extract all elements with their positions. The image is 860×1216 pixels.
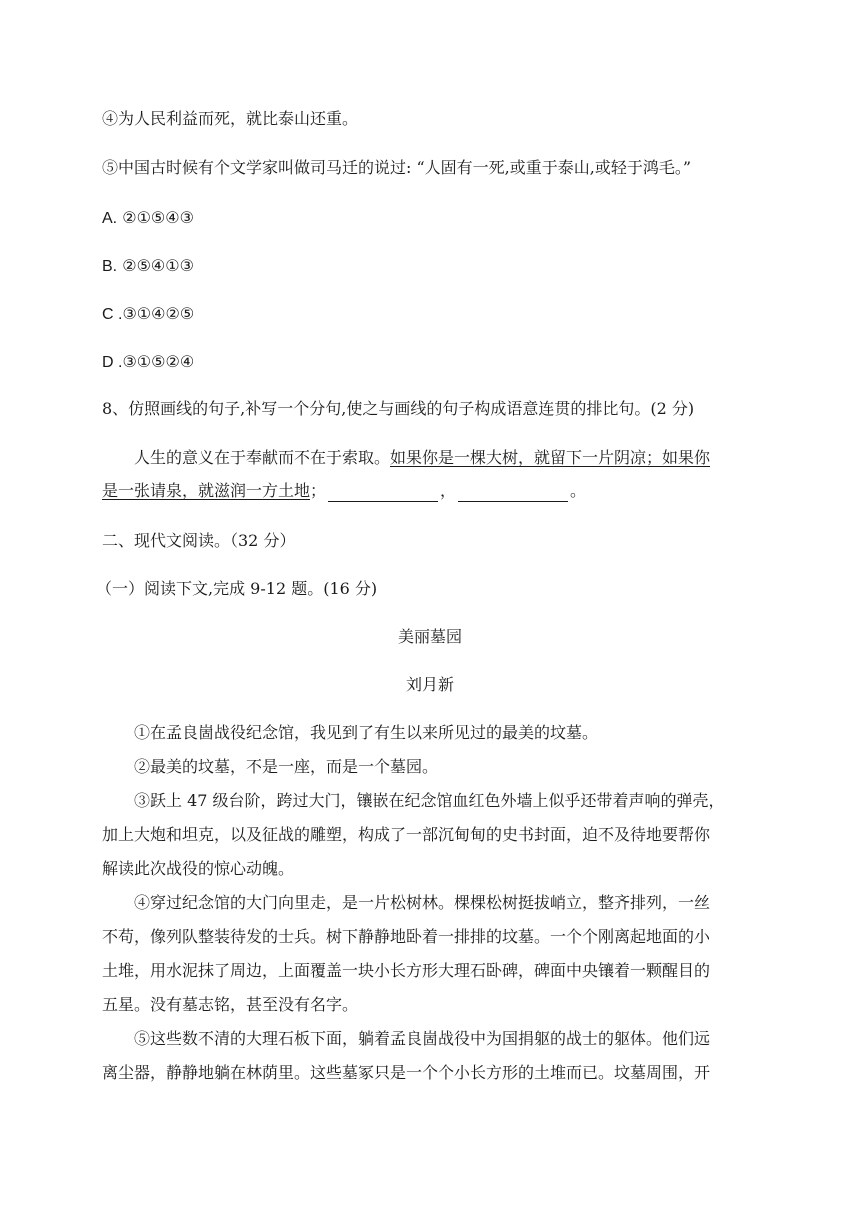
option-d-text: ③①⑤②④ — [122, 352, 195, 371]
article-line: 解读此次战役的惊心动魄。 — [102, 859, 295, 878]
option-b — [102, 255, 194, 278]
q8-prompt: 8、仿照画线的句子,补写一个分句,使之与画线的句子构成语意连贯的排比句。(2 分) — [102, 399, 695, 418]
option-c-text: ③①④②⑤ — [122, 304, 195, 323]
option-b-letter: B. — [102, 258, 118, 275]
answer-blank-1[interactable] — [328, 483, 438, 502]
article-line: ①在孟良崮战役纪念馆，我见到了有生以来所见过的最美的坟墓。 — [134, 723, 599, 742]
option-c-letter: C . — [102, 306, 123, 323]
article-author: 刘月新 — [405, 675, 454, 694]
q8-sep-1: ； — [310, 481, 327, 500]
article-line: 土堆，用水泥抹了周边，上面覆盖一块小长方形大理石卧碑，碑面中央镶着一颗醒目的 — [102, 961, 711, 980]
option-a — [102, 207, 194, 230]
article-line: ④穿过纪念馆的大门向里走，是一片松树林。棵棵松树挺拔峭立，整齐排列，一丝 — [134, 893, 711, 912]
article-line: 不苟，像列队整装待发的士兵。树下静静地卧着一排排的坟墓。一个个刚离起地面的小 — [102, 927, 711, 946]
q8-underlined-1: 如果你是一棵大树，就留下一片阴凉；如果你 — [390, 448, 711, 467]
option-c — [102, 303, 194, 326]
q8-line-1 — [134, 447, 710, 469]
article-line: 加上大炮和坦克，以及征战的雕塑，构成了一部沉甸甸的史书封面，迫不及待地要帮你 — [102, 825, 711, 844]
option-b-text: ②⑤④①③ — [122, 256, 194, 275]
answer-blank-2[interactable] — [458, 483, 568, 502]
option-d — [102, 351, 194, 374]
q8-line-2 — [102, 480, 586, 502]
option-a-text: ②①⑤④③ — [122, 208, 194, 227]
q8-end: 。 — [570, 481, 587, 500]
q7-item-5: ⑤中国古时候有个文学家叫做司马迁的说过: “人固有一死,或重于泰山,或轻于鸿毛。” — [102, 158, 692, 177]
q8-sep-2: ， — [440, 481, 457, 500]
q7-item-4: ④为人民利益而死，就比泰山还重。 — [102, 109, 359, 128]
section-heading: 二、现代文阅读。（32 分） — [102, 531, 296, 550]
section-subheading: （一）阅读下文,完成 9-12 题。(16 分) — [96, 579, 378, 598]
article-line: ⑤这些数不清的大理石板下面，躺着孟良崮战役中为国捐躯的战士的躯体。他们远 — [134, 1029, 711, 1048]
article-title: 美丽墓园 — [397, 627, 462, 646]
article-line: ③跃上 47 级台阶，跨过大门，镶嵌在纪念馆血红色外墙上似乎还带着声响的弹壳， — [134, 791, 725, 810]
option-d-letter: D . — [102, 354, 123, 371]
q8-lead: 人生的意义在于奉献而不在于索取。 — [134, 448, 391, 467]
option-a-letter: A. — [102, 210, 118, 227]
q8-underlined-2: 是一张请泉，就滋润一方土地 — [102, 481, 311, 500]
article-line: ②最美的坟墓，不是一座，而是一个墓园。 — [134, 757, 439, 776]
article-line: 离尘器，静静地躺在林荫里。这些墓冢只是一个个小长方形的土堆而已。坟墓周围，开 — [102, 1063, 711, 1082]
article-line: 五星。没有墓志铭，甚至没有名字。 — [102, 995, 359, 1014]
